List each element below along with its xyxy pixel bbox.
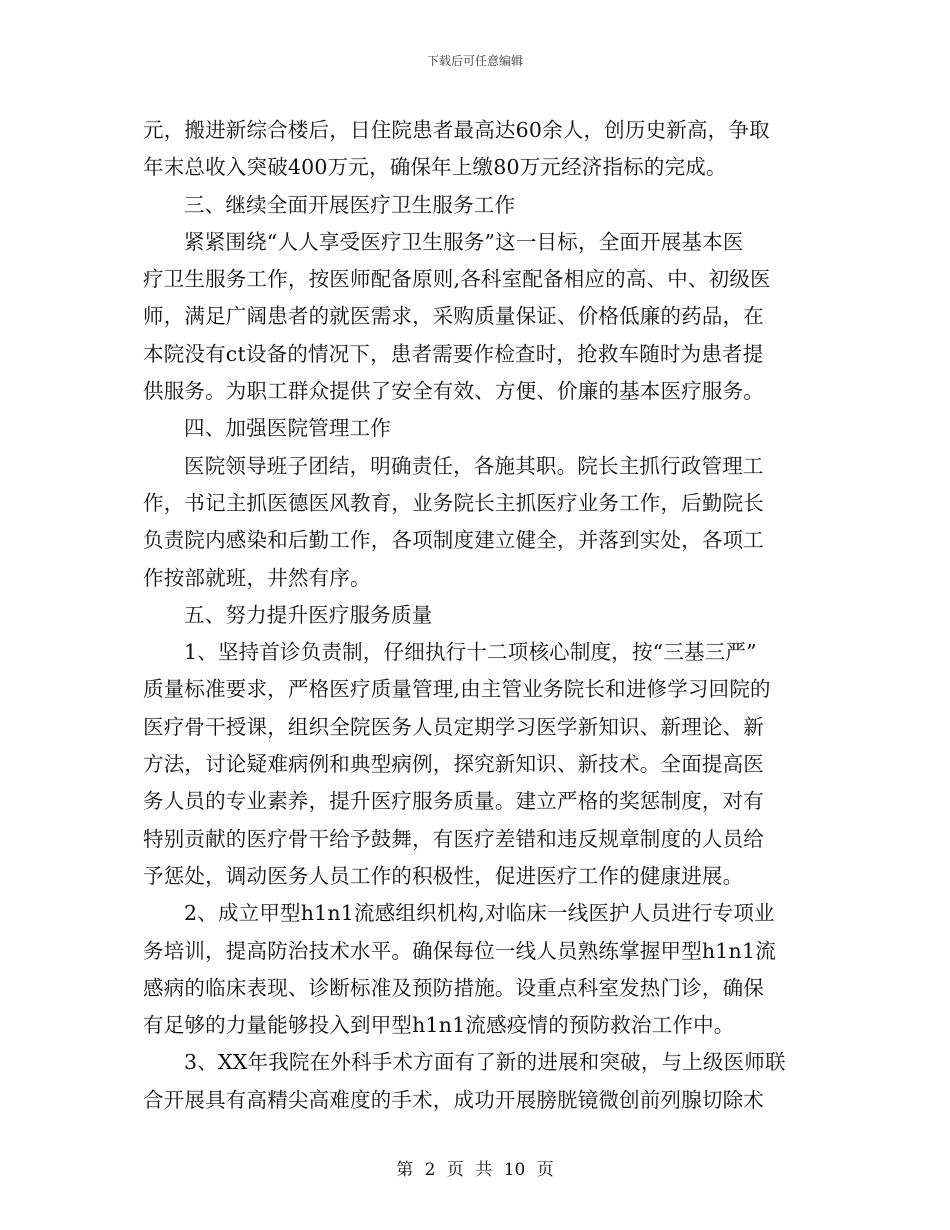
text-line: 负责院内感染和后勤工作，各项制度建立健全，并落到实处，各项工 <box>143 528 764 553</box>
text-line: 师，满足广阔患者的就医需求，采购质量保证、价格低廉的药品，在 <box>143 304 764 329</box>
text-line: 特别贡献的医疗骨干给予鼓舞，有医疗差错和违反规章制度的人员给 <box>143 826 764 851</box>
text-line: 有足够的力量能够投入到甲型h1n1流感疫情的预防救治工作中。 <box>143 1013 735 1038</box>
text-line: 四、加强医院管理工作 <box>184 416 391 441</box>
text-line: 作，书记主抓医德医风教育，业务院长主抓医疗业务工作，后勤院长 <box>143 490 764 515</box>
text-line: 务培训，提高防治技术水平。确保每位一线人员熟练掌握甲型h1n1流 <box>143 938 776 963</box>
text-line: 供服务。为职工群众提供了安全有效、方便、价廉的基本医疗服务。 <box>143 379 764 404</box>
text-line: 医疗骨干授课，组织全院医务人员定期学习医学新知识、新理论、新 <box>143 714 764 739</box>
text-line: 务人员的专业素养，提升医疗服务质量。建立严格的奖惩制度，对有 <box>143 789 764 814</box>
text-line: 合开展具有高精尖高难度的手术，成功开展膀胱镜微创前列腺切除术 <box>143 1087 764 1112</box>
text-line: 年末总收入突破400万元，确保年上缴80万元经济指标的完成。 <box>143 155 727 180</box>
text-line: 元，搬进新综合楼后，日住院患者最高达60余人，创历史新高，争取 <box>143 118 770 142</box>
text-line: 三、继续全面开展医疗卫生服务工作 <box>184 192 516 217</box>
text-line: 2、成立甲型h1n1流感组织机构,对临床一线医护人员进行专项业 <box>184 901 775 926</box>
text-line: 五、努力提升医疗服务质量 <box>184 602 433 627</box>
text-line: 方法，讨论疑难病例和典型病例，探究新知识、新技术。全面提高医 <box>143 752 764 777</box>
document-body <box>143 112 807 1119</box>
page-header: 下载后可任意编辑 <box>426 54 523 68</box>
text-line: 3、XX年我院在外科手术方面有了新的进展和突破，与上级医师联 <box>184 1050 786 1075</box>
text-line: 作按部就班，井然有序。 <box>143 565 371 590</box>
page-number: 第 2 页 共 10 页 <box>396 1160 554 1180</box>
text-line: 本院没有ct设备的情况下，患者需要作检查时，抢救车随时为患者提 <box>143 341 764 366</box>
text-line: 予惩处，调动医务人员工作的积极性，促进医疗工作的健康进展。 <box>143 863 744 888</box>
text-line: 质量标准要求，严格医疗质量管理,由主管业务院长和进修学习回院的 <box>143 677 771 702</box>
text-line: 感病的临床表现、诊断标准及预防措施。设重点科室发热门诊，确保 <box>143 975 764 1000</box>
text-line: 医院领导班子团结，明确责任，各施其职。院长主抓行政管理工 <box>184 453 764 478</box>
text-line: 疗卫生服务工作，按医师配备原则,各科室配备相应的高、中、初级医 <box>143 267 771 292</box>
text-line: 1、坚持首诊负责制，仔细执行十二项核心制度，按“三基三严” <box>184 640 757 665</box>
text-line: 紧紧围绕“人人享受医疗卫生服务”这一目标，全面开展基本医 <box>184 229 744 254</box>
